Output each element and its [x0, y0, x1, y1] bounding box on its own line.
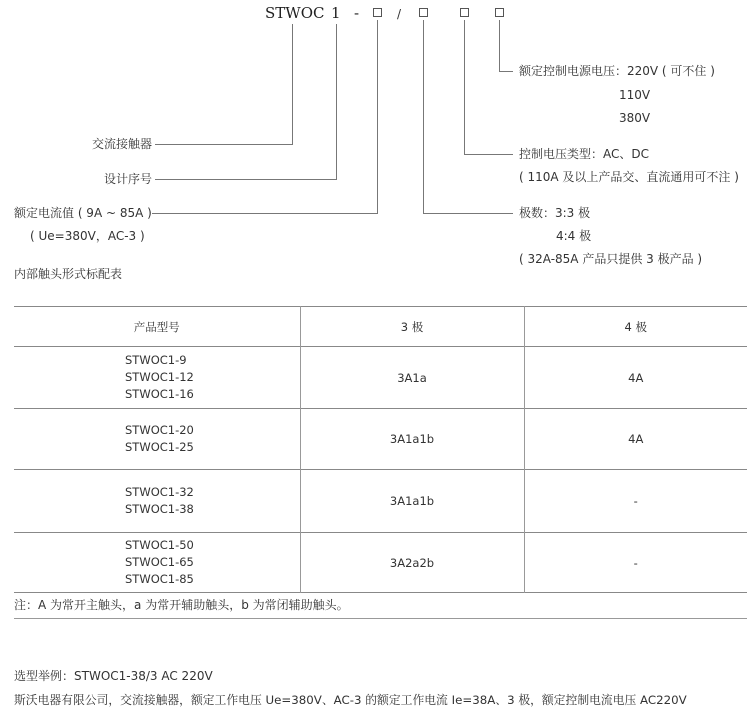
- current-placeholder-box: [373, 8, 382, 17]
- connector-line: [423, 20, 424, 213]
- model-cell: [14, 409, 300, 470]
- table-row: [14, 533, 747, 593]
- four-pole-cell: 4A: [524, 347, 747, 409]
- model-slash: /: [397, 7, 402, 21]
- selection-example-description: 斯沃电器有限公司，交流接触器，额定工作电压 Ue=380V、AC-3 的额定工作电流 Ie=38A、3 极，额定控制电流电压 AC220V: [14, 693, 687, 707]
- three-pole-cell: 3A1a1b: [300, 470, 524, 533]
- four-pole-cell: -: [524, 533, 747, 593]
- label-control-voltage-type: 控制电压类型：AC、DC: [519, 147, 649, 161]
- model-name: STWOC1-9: [125, 353, 187, 367]
- model-cell: [14, 470, 300, 533]
- four-pole-cell: -: [524, 470, 747, 533]
- connector-line: [155, 144, 293, 145]
- label-rated-current-note: ( Ue=380V，AC-3 ): [30, 229, 145, 243]
- four-pole-cell: 4A: [524, 409, 747, 470]
- label-rated-control-voltage: 额定控制电源电压：220V ( 可不住 ): [519, 64, 715, 78]
- label-poles-4: 4:4 极: [556, 229, 592, 243]
- label-ac-contactor: 交流接触器: [92, 137, 153, 151]
- model-name: STWOC1-50: [125, 538, 194, 552]
- connector-line: [155, 179, 337, 180]
- three-pole-cell: 3A2a2b: [300, 533, 524, 593]
- header-model: 产品型号: [14, 307, 300, 347]
- connector-line: [336, 24, 337, 179]
- label-poles-note: ( 32A-85A 产品只提供 3 极产品 ): [519, 252, 703, 266]
- poles-placeholder-box: [419, 8, 428, 17]
- table-header-row: [14, 307, 747, 347]
- connector-line: [377, 20, 378, 213]
- three-pole-cell: 3A1a1b: [300, 409, 524, 470]
- label-voltage-380: 380V: [619, 111, 651, 125]
- selection-example: 选型举例：STWOC1-38/3 AC 220V: [14, 669, 213, 683]
- label-design-sequence: 设计序号: [104, 172, 153, 186]
- three-pole-cell: 3A1a: [300, 347, 524, 409]
- model-name: STWOC1-85: [125, 572, 194, 586]
- table-title: 内部触头形式标配表: [14, 267, 123, 281]
- voltage-type-placeholder-box: [460, 8, 469, 17]
- table-row: [14, 409, 747, 470]
- label-poles: 极数：3:3 极: [519, 206, 591, 220]
- connector-line: [464, 20, 465, 154]
- model-prefix: STWOC: [265, 4, 325, 22]
- model-name: STWOC1-16: [125, 387, 194, 401]
- connector-line: [464, 154, 513, 155]
- contact-config-table: [14, 306, 747, 593]
- model-name: STWOC1-12: [125, 370, 194, 384]
- model-cell: [14, 347, 300, 409]
- connector-line: [152, 213, 378, 214]
- model-name: STWOC1-38: [125, 502, 194, 516]
- model-name: STWOC1-25: [125, 440, 194, 454]
- label-control-voltage-type-note: ( 110A 及以上产品交、直流通用可不注 ): [519, 170, 739, 184]
- table-row: [14, 470, 747, 533]
- connector-line: [292, 24, 293, 144]
- model-name: STWOC1-32: [125, 485, 194, 499]
- table-note: 注：A 为常开主触头，a 为常开辅助触头，b 为常闭辅助触头。: [14, 598, 349, 612]
- header-3-pole: 3 极: [300, 307, 524, 347]
- label-rated-current: 额定电流值 ( 9A ~ 85A ): [14, 206, 152, 220]
- connector-line: [499, 20, 500, 71]
- note-divider: [14, 618, 747, 619]
- label-voltage-110: 110V: [619, 88, 651, 102]
- model-name: STWOC1-65: [125, 555, 194, 569]
- model-name: STWOC1-20: [125, 423, 194, 437]
- model-series-number: 1: [331, 4, 341, 22]
- connector-line: [423, 213, 513, 214]
- connector-line: [499, 71, 513, 72]
- voltage-placeholder-box: [495, 8, 504, 17]
- header-4-pole: 4 极: [524, 307, 747, 347]
- model-dash: -: [354, 4, 360, 22]
- table-row: [14, 347, 747, 409]
- model-cell: [14, 533, 300, 593]
